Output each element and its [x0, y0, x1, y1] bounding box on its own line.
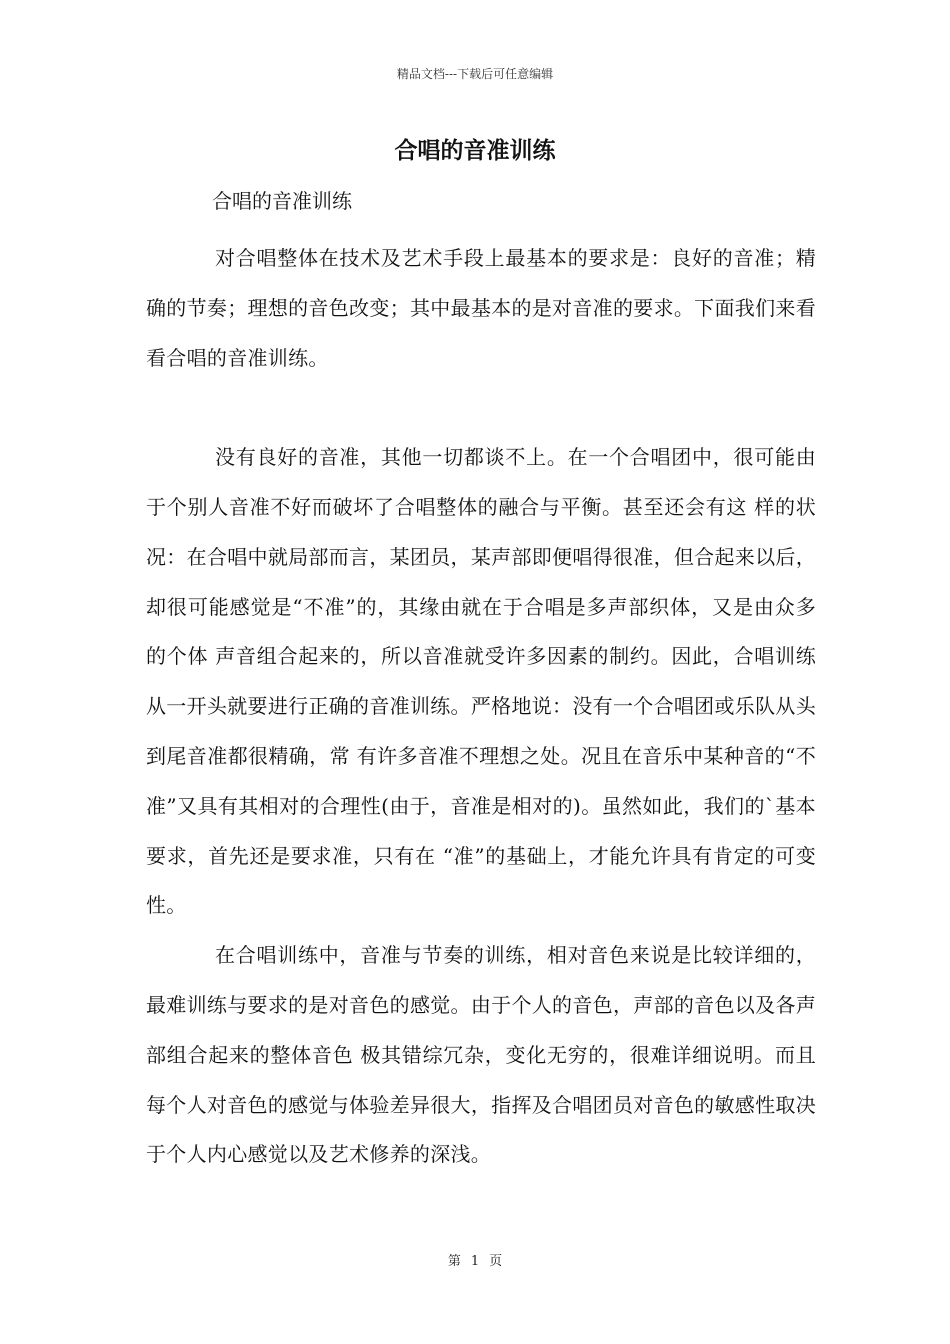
page-number: 1 [470, 1254, 480, 1269]
paragraph-pitch-importance: 没有良好的音准，其他一切都谈不上。在一个合唱团中，很可能由于个别人音准不好而破坏了合唱整体的融合与平衡。甚至还会有这 样的状况：在合唱中就局部而言，某团员，某声部即便唱得很准，但合起来以后，却很可能感觉是“不准”的，其缘由就在于合唱是多声部织体，又是由众多的个体 声音组合起来的，所以音准就受许多因素的制约。因此，合唱训练从一开头就要进行正确的音准训练。严格地说：没有一个合唱团或乐队从头到尾音准都很精确，常 有许多音准不理想之处。况且在音乐中某种音的“不准”又具有其相对的合理性(由于，音准是相对的)。虽然如此，我们的`基本要求，首先还是要求准，只有在 “准”的基础上，才能允许具有肯定的可变性。 [146, 445, 816, 918]
footer-prefix: 第 [447, 1254, 461, 1269]
page-footer [0, 1253, 950, 1271]
document-title: 合唱的音准训练 [394, 138, 556, 164]
footer-suffix: 页 [489, 1254, 503, 1269]
paragraph-timbre: 在合唱训练中，音准与节奏的训练，相对音色来说是比较详细的，最难训练与要求的是对音色的感觉。由于个人的音色，声部的音色以及各声部组合起来的整体音色 极其错综冗杂，变化无穷的，很难详细说明。而且每个人对音色的感觉与体验差异很大，指挥及合唱团员对音色的敏感性取决于个人内心感觉以及艺术修养的深浅。 [146, 943, 816, 1167]
page-header: 精品文档---下载后可任意编辑 [396, 67, 554, 81]
paragraph-intro: 对合唱整体在技术及艺术手段上最基本的要求是：良好的音准；精确的节奏；理想的音色改变；其中最基本的是对音准的要求。下面我们来看看合唱的音准训练。 [146, 246, 816, 370]
document-body [146, 234, 816, 1180]
document-subtitle: 合唱的音准训练 [212, 189, 352, 213]
